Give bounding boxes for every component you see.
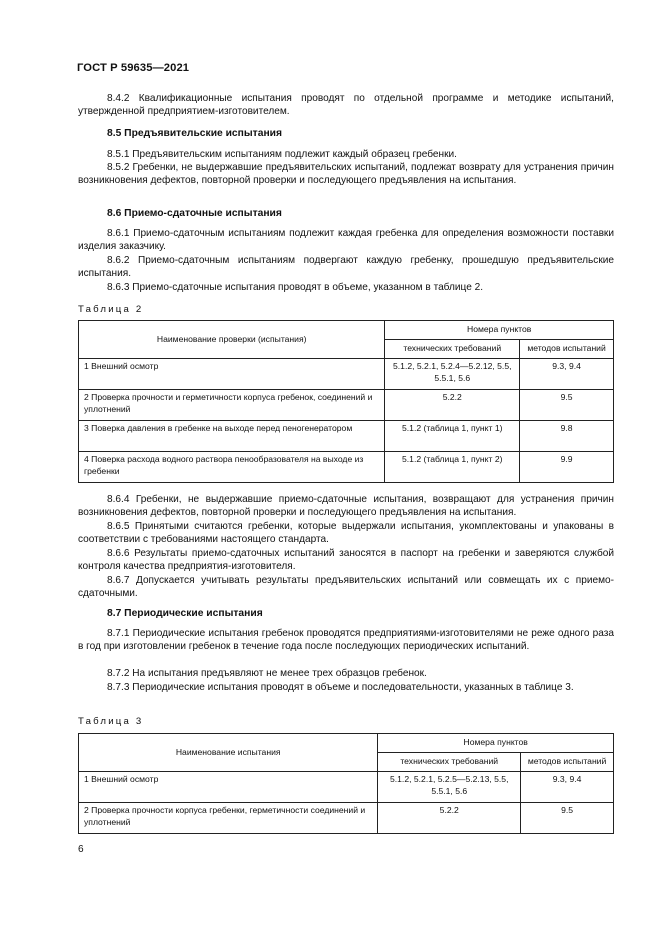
paragraph-8-6-2: 8.6.2 Приемо-сдаточным испытаниям подвергают каждую гребенку, прошедшую предъявительские испытания. bbox=[78, 255, 614, 280]
table-3-header-methods: методов испытаний bbox=[521, 753, 614, 772]
table-cell-tech: 5.2.2 bbox=[385, 390, 520, 421]
table-row bbox=[79, 421, 614, 452]
table-row bbox=[79, 772, 614, 803]
table-cell-tech: 5.2.2 bbox=[378, 803, 521, 834]
table-3-header-tech: технических требований bbox=[378, 753, 521, 772]
paragraph-8-6-1: 8.6.1 Приемо-сдаточным испытаниям подлежит каждая гребенка для определения возможности поставки изделия заказчику. bbox=[78, 228, 614, 253]
section-heading-8-6: 8.6 Приемо-сдаточные испытания bbox=[107, 208, 282, 219]
table-2-header-methods: методов испытаний bbox=[520, 340, 614, 359]
table-cell-tech: 5.1.2 (таблица 1, пункт 1) bbox=[385, 421, 520, 452]
table-cell-methods: 9.3, 9.4 bbox=[521, 772, 614, 803]
table-cell-name: 1 Внешний осмотр bbox=[79, 772, 378, 803]
paragraph-8-6-3: 8.6.3 Приемо-сдаточные испытания проводят в объеме, указанном в таблице 2. bbox=[107, 282, 484, 293]
paragraph-8-6-6: 8.6.6 Результаты приемо-сдаточных испытаний заносятся в паспорт на гребенки и заверяются службой контроля качества предприятия-изготовителя. bbox=[78, 548, 614, 573]
paragraph-8-4-2: 8.4.2 Квалификационные испытания проводят по отдельной программе и методике испытаний, утвержденной предприятием-изготовителем. bbox=[78, 93, 614, 118]
table-cell-name: 1 Внешний осмотр bbox=[79, 359, 385, 390]
table-3 bbox=[78, 733, 614, 834]
paragraph-8-6-4: 8.6.4 Гребенки, не выдержавшие приемо-сдаточные испытания, возвращают для устранения причин возникновения дефектов, повторной проверки и последующего предъявления на испытания. bbox=[78, 494, 614, 519]
table-3-caption: Таблица 3 bbox=[78, 716, 144, 727]
table-cell-tech: 5.1.2, 5.2.1, 5.2.4—5.2.12, 5.5, 5.5.1, 5.6 bbox=[385, 359, 520, 390]
table-3-header-group: Номера пунктов bbox=[378, 734, 614, 753]
page-number: 6 bbox=[78, 844, 84, 855]
table-cell-methods: 9.3, 9.4 bbox=[520, 359, 614, 390]
section-heading-8-7: 8.7 Периодические испытания bbox=[107, 608, 263, 619]
table-2-header-name: Наименование проверки (испытания) bbox=[79, 321, 385, 359]
table-cell-methods: 9.9 bbox=[520, 452, 614, 483]
table-2-header-tech: технических требований bbox=[385, 340, 520, 359]
table-cell-name: 2 Проверка прочности и герметичности корпуса гребенок, соединений и уплотнений bbox=[79, 390, 385, 421]
table-cell-methods: 9.8 bbox=[520, 421, 614, 452]
paragraph-8-6-7: 8.6.7 Допускается учитывать результаты предъявительских испытаний или совмещать их с приемо-сдаточными. bbox=[78, 575, 614, 600]
table-cell-methods: 9.5 bbox=[521, 803, 614, 834]
table-cell-name: 4 Поверка расхода водного раствора пенообразователя на выходе из гребенки bbox=[79, 452, 385, 483]
table-row bbox=[79, 359, 614, 390]
table-row bbox=[79, 390, 614, 421]
table-cell-name: 2 Проверка прочности корпуса гребенки, герметичности соединений и уплотнений bbox=[79, 803, 378, 834]
table-2 bbox=[78, 320, 614, 483]
table-row bbox=[79, 452, 614, 483]
paragraph-8-7-2: 8.7.2 На испытания предъявляют не менее трех образцов гребенок. bbox=[107, 668, 427, 679]
paragraph-8-7-3: 8.7.3 Периодические испытания проводят в объеме и последовательности, указанных в таблице 3. bbox=[107, 682, 574, 693]
paragraph-8-6-5: 8.6.5 Принятыми считаются гребенки, которые выдержали испытания, укомплектованы и упакованы в соответствии с требованиями настоящего стандарта. bbox=[78, 521, 614, 546]
table-row bbox=[79, 803, 614, 834]
section-heading-8-5: 8.5 Предъявительские испытания bbox=[107, 128, 283, 139]
table-cell-tech: 5.1.2 (таблица 1, пункт 2) bbox=[385, 452, 520, 483]
paragraph-8-5-1: 8.5.1 Предъявительским испытаниям подлежит каждый образец гребенки. bbox=[107, 149, 457, 160]
paragraph-8-7-1: 8.7.1 Периодические испытания гребенок проводятся предприятиями-изготовителями не реже одного раза в год при изготовлении гребенок в течение года после последующих периодических испытаний. bbox=[78, 628, 614, 653]
table-2-header-group: Номера пунктов bbox=[385, 321, 614, 340]
table-cell-name: 3 Поверка давления в гребенке на выходе перед пеногенератором bbox=[79, 421, 385, 452]
table-3-header-name: Наименование испытания bbox=[79, 734, 378, 772]
table-cell-methods: 9.5 bbox=[520, 390, 614, 421]
document-header: ГОСТ Р 59635—2021 bbox=[77, 62, 190, 74]
table-cell-tech: 5.1.2, 5.2.1, 5.2.5—5.2.13, 5.5, 5.5.1, 5.6 bbox=[378, 772, 521, 803]
table-2-caption: Таблица 2 bbox=[78, 304, 144, 315]
paragraph-8-5-2: 8.5.2 Гребенки, не выдержавшие предъявительских испытаний, подлежат возврату для устранения причин возникновения дефектов, повторной проверки и последующего предъявления на испытания. bbox=[78, 162, 614, 187]
